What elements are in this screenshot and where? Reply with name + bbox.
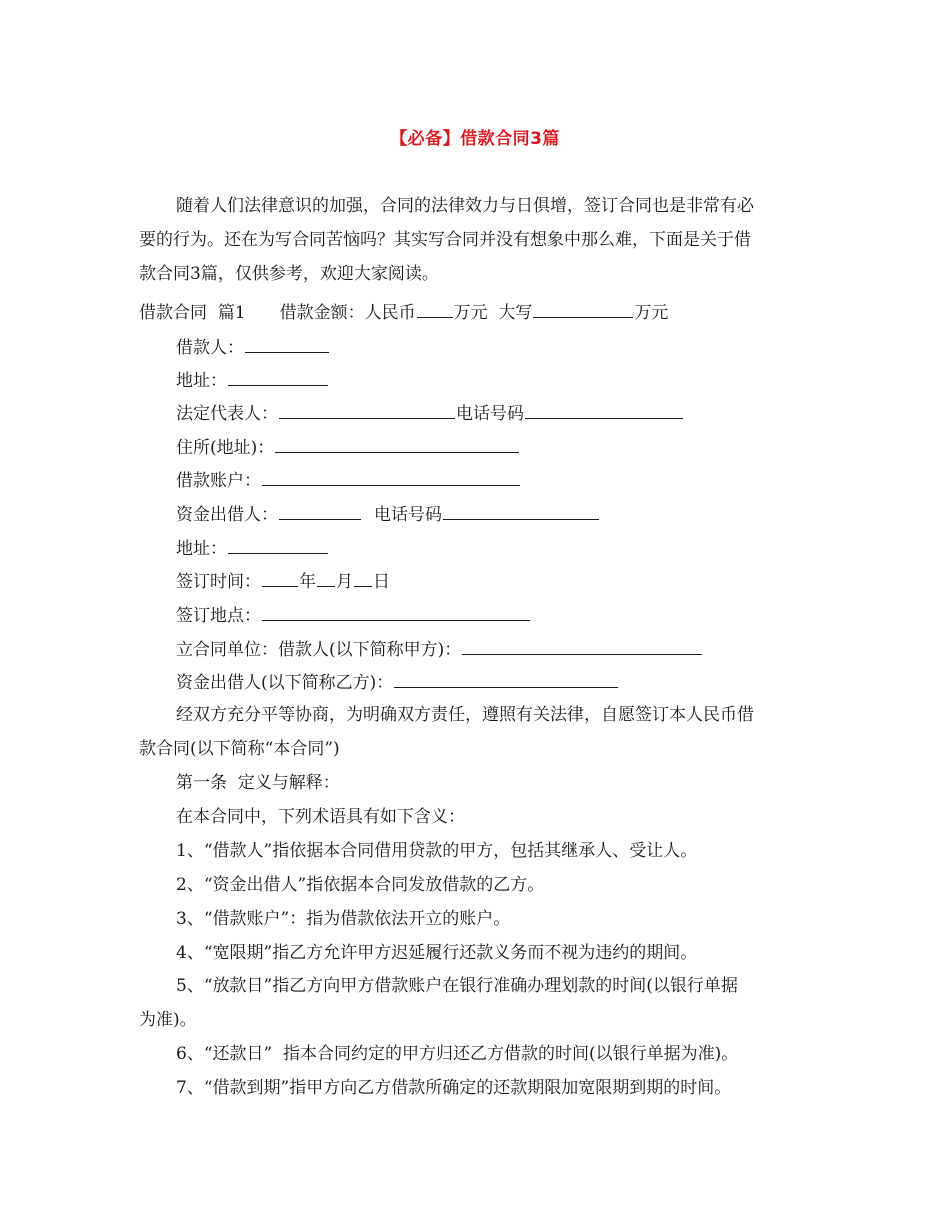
- article1-heading: 第一条 定义与解释：: [176, 773, 340, 793]
- definition-item-5-cont: 为准)。: [139, 1010, 197, 1030]
- account-label: 借款账户：: [176, 471, 261, 491]
- amount-label: 借款金额：人民币: [279, 303, 416, 323]
- borrower-blank: [245, 335, 329, 353]
- address-blank-2: [228, 536, 328, 554]
- intro-line-3: 款合同3篇，仅供参考，欢迎大家阅读。: [139, 264, 439, 284]
- party-b-blank: [394, 670, 618, 688]
- intro-line-1: 随着人们法律意识的加强，合同的法律效力与日俱增，签订合同也是非常有必: [176, 196, 754, 216]
- lender-line: [176, 502, 600, 526]
- definition-item-3: 3、“借款账户”：指为借款依法开立的账户。: [176, 909, 511, 929]
- party-a-blank: [462, 637, 702, 655]
- party-b-line: [176, 670, 619, 694]
- definition-item-2: 2、“资金出借人”指依据本合同发放借款的乙方。: [176, 875, 545, 895]
- wan-label: 万元: [634, 303, 669, 323]
- lender-label: 资金出借人：: [176, 505, 278, 525]
- heading-line: [139, 300, 668, 324]
- definition-item-4: 4、“宽限期”指乙方允许甲方迟延履行还款义务而不视为违约的期间。: [176, 943, 698, 963]
- amount-blank: [417, 300, 453, 318]
- address-label-1: 地址：: [176, 371, 227, 391]
- legal-rep-blank: [279, 401, 455, 419]
- day-label: 日: [373, 572, 390, 592]
- residence-line: [176, 435, 520, 459]
- sign-place-line: [176, 603, 531, 627]
- sign-time-line: [176, 569, 390, 593]
- sign-place-label: 签订地点：: [176, 606, 261, 626]
- definition-item-7: 7、“借款到期”指甲方向乙方借款所确定的还款期限加宽限期到期的时间。: [176, 1078, 732, 1098]
- phone-label-1: 电话号码: [456, 404, 524, 424]
- lender-blank: [279, 502, 361, 520]
- month-blank: [317, 569, 335, 587]
- wan-capital-label: 万元 大写: [453, 303, 533, 323]
- party-a-label: 立合同单位：借款人(以下简称甲方)：: [176, 640, 462, 660]
- definition-item-6: 6、“还款日” 指本合同约定的甲方归还乙方借款的时间(以银行单据为准)。: [176, 1044, 739, 1064]
- preamble-line-1: 经双方充分平等协商，为明确双方责任，遵照有关法律，自愿签订本人民币借: [176, 705, 754, 725]
- phone-blank-1: [525, 401, 683, 419]
- legal-rep-label: 法定代表人：: [176, 404, 278, 424]
- borrower-line: [176, 335, 330, 359]
- document-title: 【必备】借款合同3篇: [390, 129, 560, 149]
- preamble-line-2: 款合同(以下简称“本合同”): [139, 739, 340, 759]
- sign-place-blank: [262, 603, 530, 621]
- definition-item-5: 5、“放款日”指乙方向甲方借款账户在银行准确办理划款的时间(以银行单据: [176, 976, 738, 996]
- phone-blank-2: [443, 502, 599, 520]
- article1-intro: 在本合同中，下列术语具有如下含义：: [176, 807, 465, 827]
- intro-line-2: 要的行为。还在为写合同苦恼吗？其实写合同并没有想象中那么难，下面是关于借: [139, 230, 751, 250]
- address-line-1: [176, 368, 329, 392]
- legal-rep-line: [176, 401, 684, 425]
- part-label: 借款合同 篇1: [139, 303, 246, 323]
- year-label: 年: [299, 572, 316, 592]
- address-line-2: [176, 536, 329, 560]
- party-a-line: [176, 637, 703, 661]
- day-blank: [354, 569, 372, 587]
- account-line: [176, 468, 521, 492]
- month-label: 月: [336, 572, 353, 592]
- address-label-2: 地址：: [176, 539, 227, 559]
- year-blank: [262, 569, 298, 587]
- account-blank: [262, 468, 520, 486]
- phone-label-2: 电话号码: [374, 505, 442, 525]
- sign-time-label: 签订时间：: [176, 572, 261, 592]
- residence-label: 住所(地址)：: [176, 438, 275, 458]
- borrower-label: 借款人：: [176, 338, 244, 358]
- amount-capital-blank: [533, 300, 633, 318]
- address-blank-1: [228, 368, 328, 386]
- definition-item-1: 1、“借款人”指依据本合同借用贷款的甲方，包括其继承人、受让人。: [176, 841, 698, 861]
- residence-blank: [275, 435, 519, 453]
- party-b-label: 资金出借人(以下简称乙方)：: [176, 673, 394, 693]
